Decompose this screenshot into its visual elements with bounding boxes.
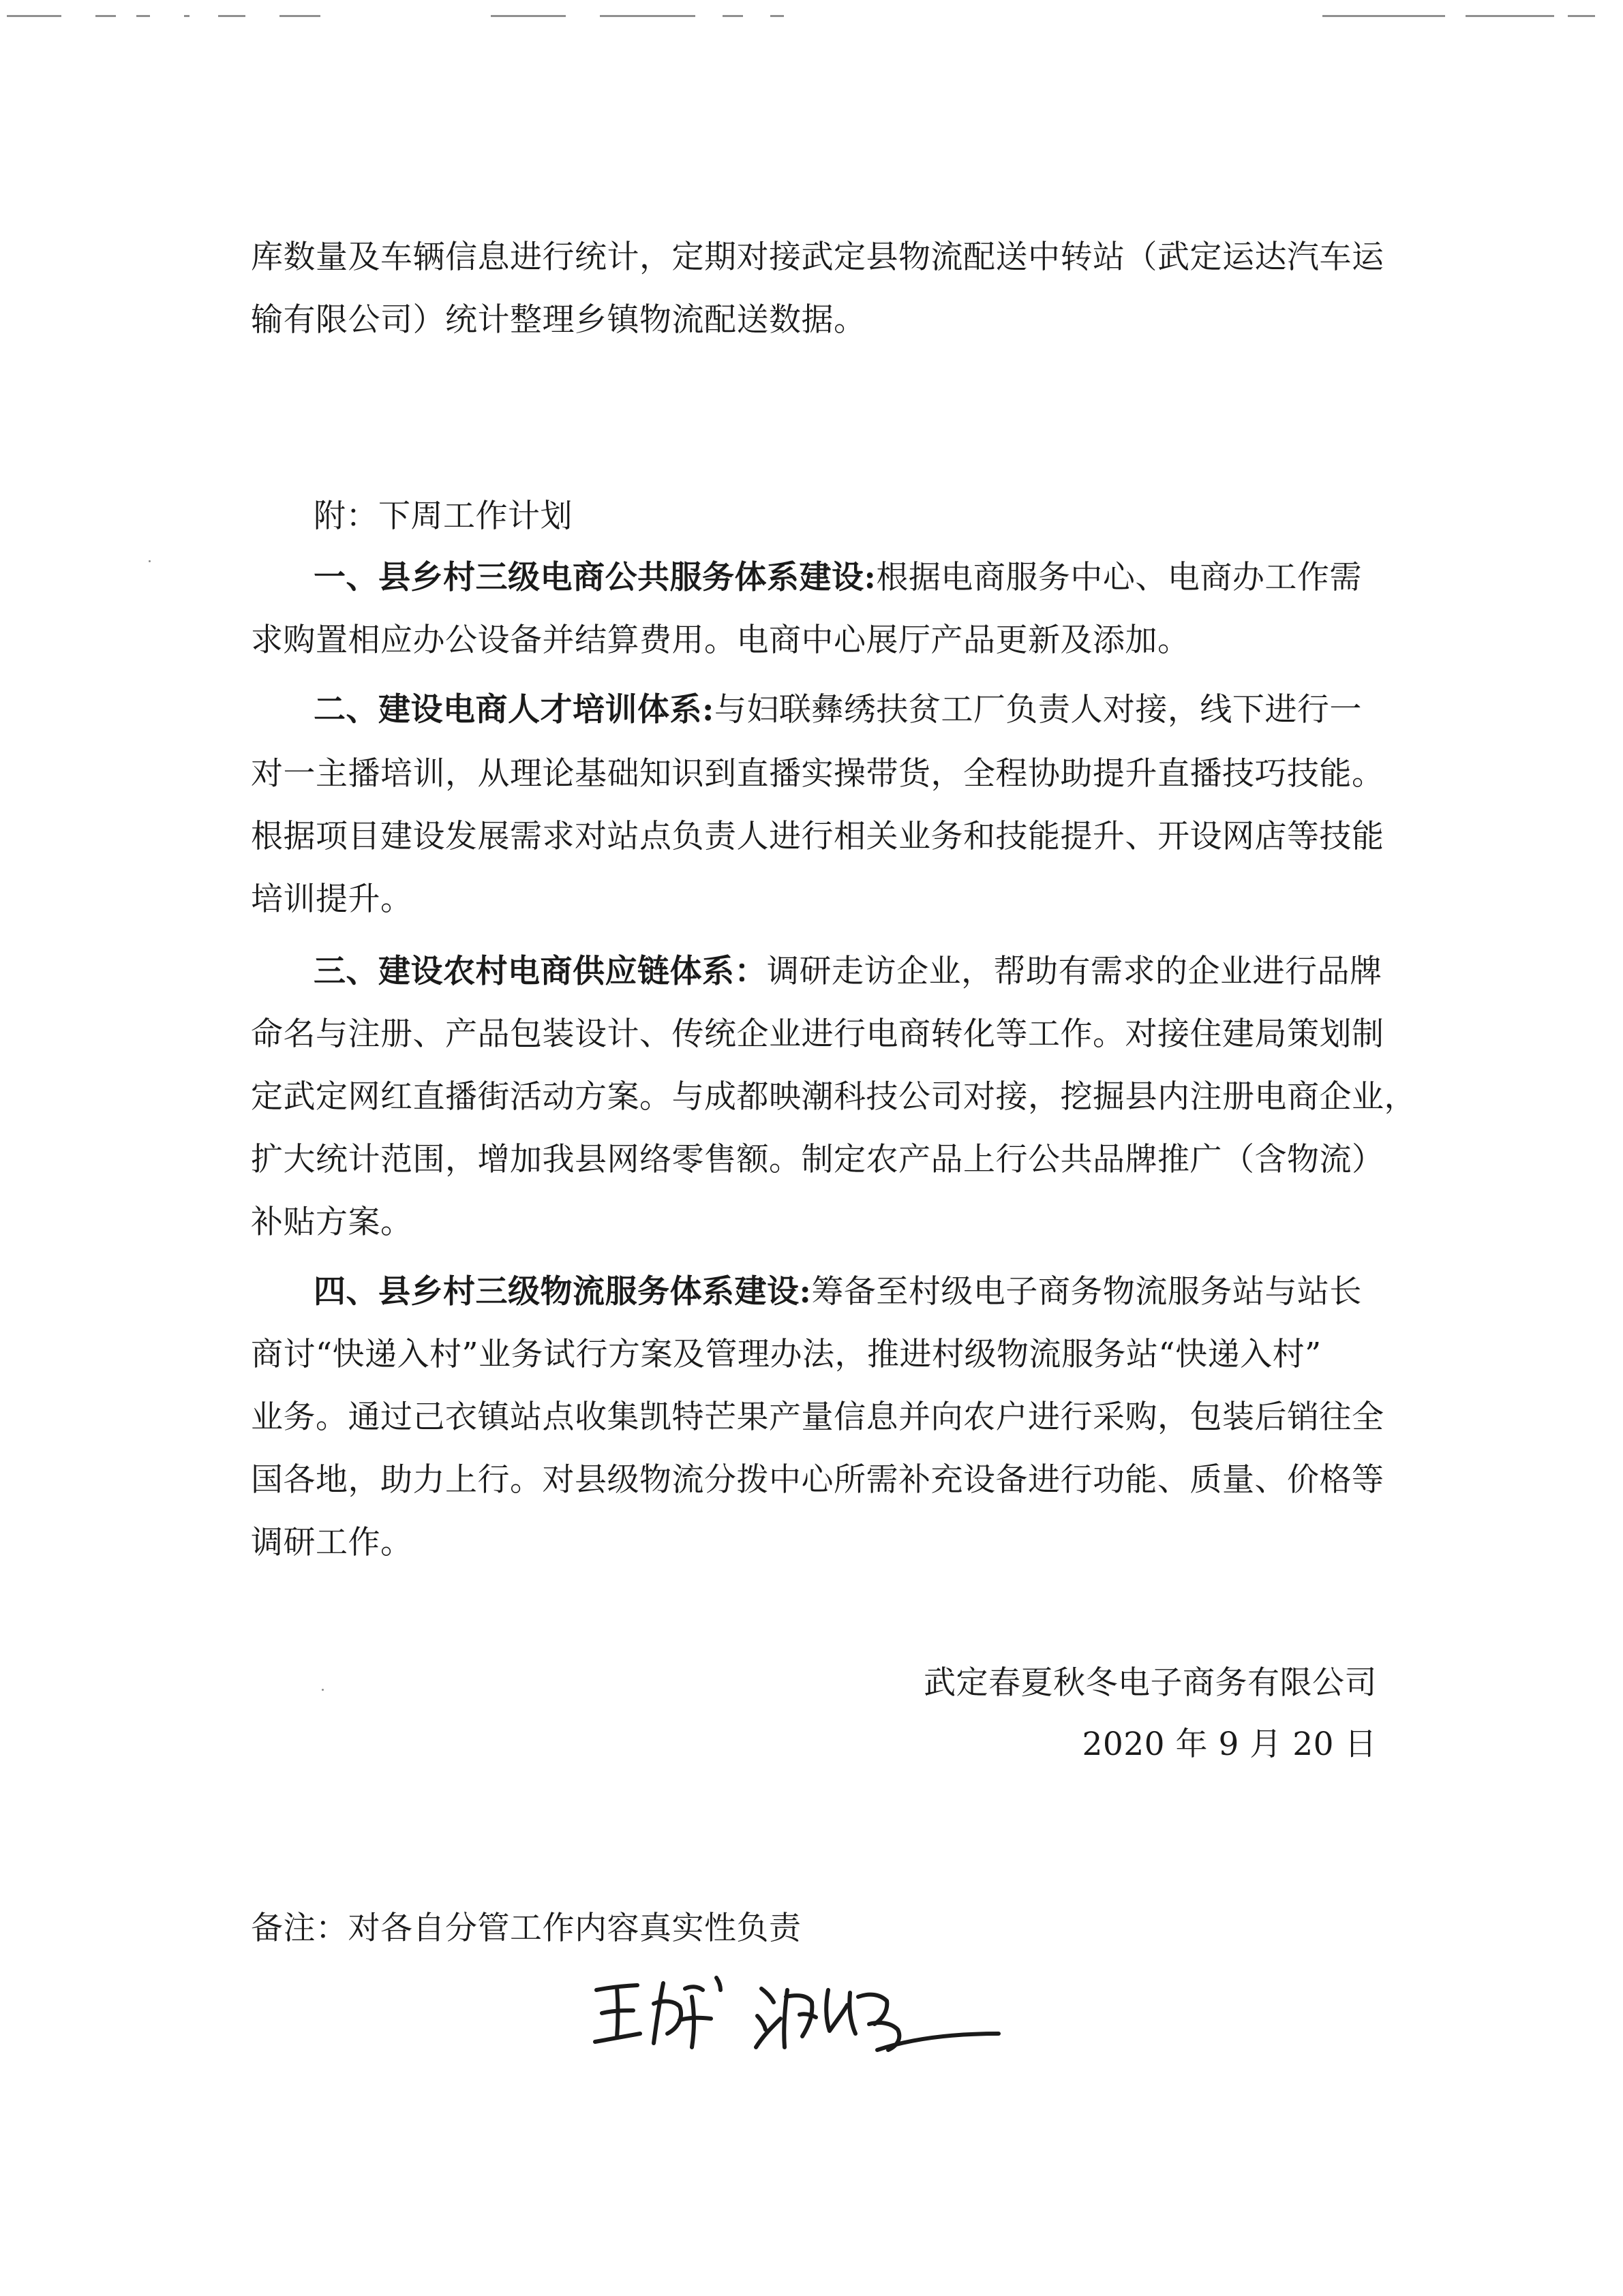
section-3-first-line [314,951,1382,992]
paragraph-line: 求购置相应办公设备并结算费用。电商中心展厅产品更新及添加。 [251,622,1190,659]
paragraph-line: 输有限公司）统计整理乡镇物流配送数据。 [251,301,866,339]
paragraph-line: 对一主播培训，从理论基础知识到直播实操带货，全程协助提升直播技巧技能。 [251,755,1384,793]
section-4-heading: 四、县乡村三级物流服务体系建设: [314,1273,812,1311]
paragraph-line: 库数量及车辆信息进行统计，定期对接武定县物流配送中转站（武定运达汽车运 [251,239,1384,276]
appendix-title: 附：下周工作计划 [314,498,573,535]
scan-speck [149,560,151,562]
section-1-first-line [314,557,1362,598]
section-2-text: 与妇联彝绣扶贫工厂负责人对接，线下进行一 [714,691,1362,729]
section-2-heading: 二、建设电商人才培训体系: [314,691,714,729]
paragraph-line: 命名与注册、产品包装设计、传统企业进行电商转化等工作。对接住建局策划制 [251,1015,1384,1053]
section-2-first-line [314,690,1362,731]
paragraph-line: 补贴方案。 [251,1204,413,1241]
document-date: 2020 年 9 月 20 日 [1082,1726,1377,1763]
scan-artifact-top [0,15,1623,22]
paragraph-line: 业务。通过己衣镇站点收集凯特芒果产量信息并向农户进行采购，包装后销往全 [251,1398,1384,1436]
paragraph-line: 商讨“快递入村”业务试行方案及管理办法，推进村级物流服务站“快递入村” [251,1336,1322,1373]
section-4-text: 筹备至村级电子商务物流服务站与站长 [811,1273,1362,1311]
paragraph-line: 调研工作。 [251,1524,413,1561]
paragraph-line: 国各地，助力上行。对县级物流分拨中心所需补充设备进行功能、质量、价格等 [251,1461,1384,1499]
handwritten-signature [583,1963,1005,2065]
paragraph-line: 根据项目建设发展需求对站点负责人进行相关业务和技能提升、开设网店等技能 [251,818,1384,855]
scan-speck [322,1689,324,1691]
remark-note: 备注：对各自分管工作内容真实性负责 [251,1910,802,1947]
section-1-heading: 一、县乡村三级电商公共服务体系建设: [314,559,877,596]
section-3-text: 调研走访企业，帮助有需求的企业进行品牌 [767,953,1382,990]
paragraph-line: 定武定网红直播街活动方案。与成都映潮科技公司对接，挖掘县内注册电商企业， [251,1078,1416,1116]
section-3-heading: 三、建设农村电商供应链体系： [314,953,767,990]
section-1-text: 根据电商服务中心、电商办工作需 [876,559,1362,596]
paragraph-line: 扩大统计范围，增加我县网络零售额。制定农产品上行公共品牌推广（含物流） [251,1141,1384,1178]
paragraph-line: 培训提升。 [251,881,413,918]
company-name: 武定春夏秋冬电子商务有限公司 [924,1664,1377,1702]
section-4-first-line [314,1272,1362,1313]
